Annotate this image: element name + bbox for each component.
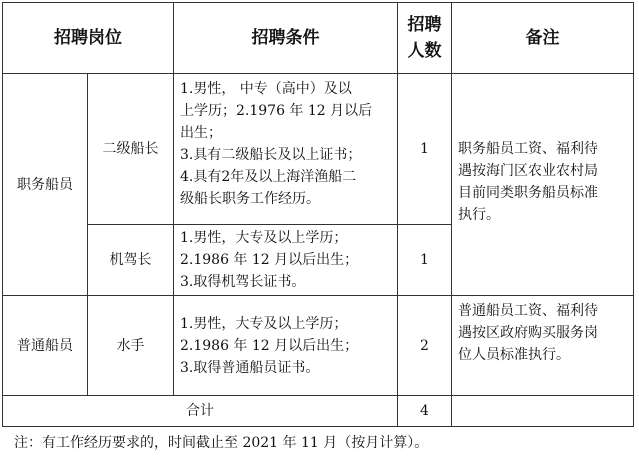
total-label: 合计 (186, 403, 214, 419)
row-2-position (87, 224, 174, 296)
header-position (2, 2, 174, 74)
remarks-ordinary-line: 遇按区政府购买服务岗 (458, 325, 598, 341)
remarks-duty-line: 目前同类职务船员标准 (458, 185, 598, 201)
total-label-cell (2, 395, 398, 427)
header-count-line2: 人数 (407, 41, 442, 61)
header-count (397, 2, 452, 74)
row-2-count-value: 1 (420, 252, 429, 268)
group-ordinary-crew-label: 普通船员 (17, 337, 73, 354)
row-1-condition-line: 上学历；2.1976 年 12 月以后 (180, 103, 373, 119)
total-remarks-cell (451, 395, 634, 427)
recruitment-table (2, 2, 634, 427)
header-remarks-label: 备注 (525, 28, 560, 48)
remarks-duty-line: 执行。 (458, 207, 500, 223)
header-remarks (451, 2, 634, 74)
group-ordinary-crew (2, 295, 88, 396)
row-1-count (397, 73, 452, 225)
row-3-position-label: 水手 (116, 337, 145, 354)
row-3-count-value: 2 (420, 337, 429, 354)
row-3-condition-line: 2.1986 年 12 月以后出生； (180, 337, 359, 354)
total-count: 4 (420, 403, 429, 419)
remarks-duty-line: 遇按海门区农业农村局 (458, 163, 598, 179)
row-1-condition-line: 级船长职务工作经历。 (180, 191, 320, 207)
row-2-condition-line: 3.取得机驾长证书。 (180, 274, 306, 290)
row-1-condition-line: 4.具有2年及以上海洋渔船二 (180, 169, 357, 185)
group-duty-crew (2, 73, 88, 296)
footnote: 注：有工作经历要求的，时间截止至 2021 年 11 月（按月计算）。 (14, 435, 429, 451)
header-conditions (173, 2, 398, 74)
group-duty-crew-label: 职务船员 (17, 176, 73, 193)
row-3-condition-line: 3.取得普通船员证书。 (180, 359, 320, 376)
remarks-duty-line: 职务船员工资、福利待 (458, 141, 598, 157)
remarks-duty-crew (451, 73, 634, 296)
row-1-condition-line: 出生； (180, 125, 222, 141)
row-2-condition-line: 1.男性，大专及以上学历； (180, 230, 348, 246)
remarks-ordinary-crew (451, 295, 634, 396)
row-3-conditions (173, 295, 398, 396)
row-3-condition-line: 1.男性，大专及以上学历； (180, 315, 348, 332)
remarks-ordinary-line: 普通船员工资、福利待 (458, 303, 598, 319)
row-2-condition-line: 2.1986 年 12 月以后出生； (180, 252, 359, 268)
row-1-condition-line: 1.男性， 中专（高中）及以 (180, 81, 352, 97)
row-1-conditions (173, 73, 398, 225)
row-1-count-value: 1 (420, 141, 429, 157)
row-1-position-label: 二级船长 (102, 141, 159, 157)
row-2-conditions (173, 224, 398, 296)
row-2-count (397, 224, 452, 296)
row-3-count (397, 295, 452, 396)
header-count-line1: 招聘 (407, 15, 442, 35)
row-1-condition-line: 3.具有二级船长及以上证书； (180, 147, 362, 163)
remarks-ordinary-line: 位人员标准执行。 (458, 347, 570, 363)
row-2-position-label: 机驾长 (109, 252, 152, 268)
row-1-position (87, 73, 174, 225)
header-conditions-label: 招聘条件 (251, 28, 320, 48)
header-position-label: 招聘岗位 (54, 28, 122, 48)
total-count-cell (397, 395, 452, 427)
row-3-position (87, 295, 174, 396)
